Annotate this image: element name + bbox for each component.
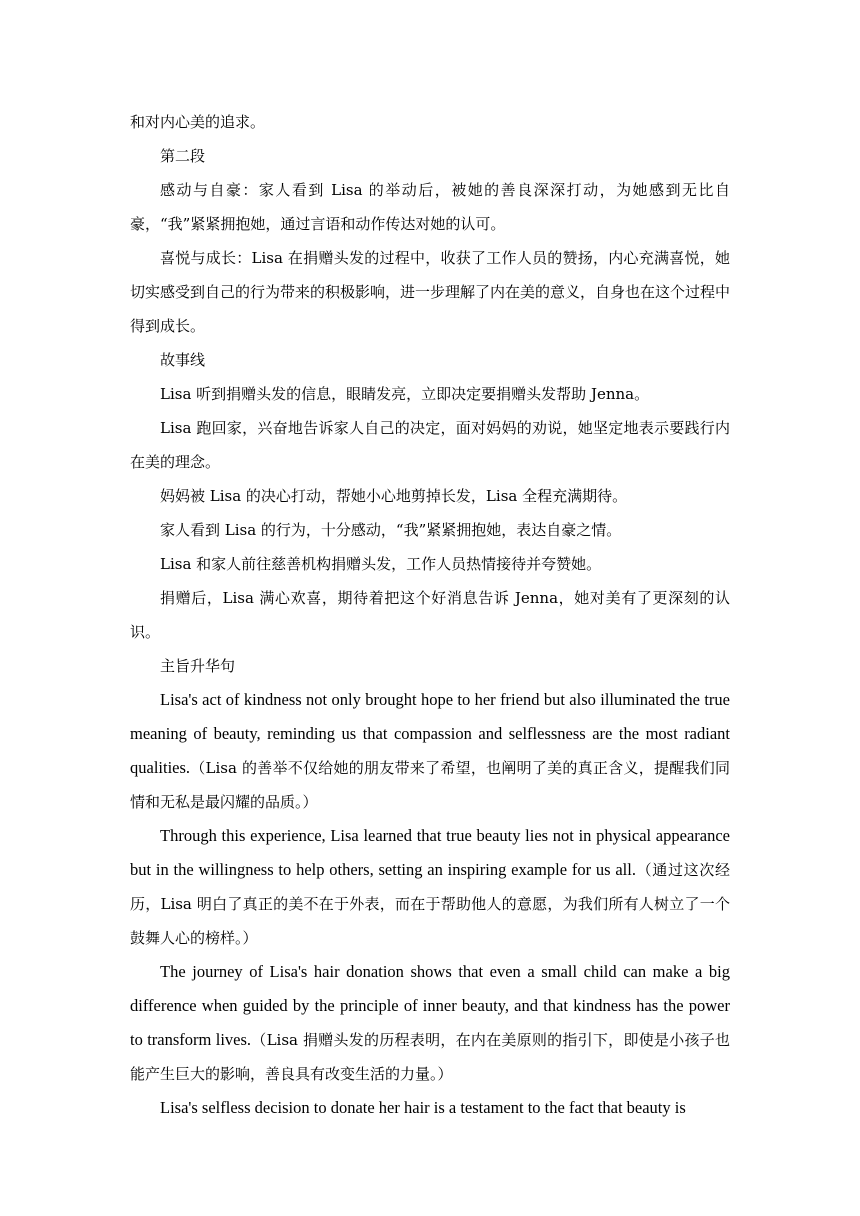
theme-sentence-chinese: （Lisa 的善举不仅给她的朋友带来了希望，也阐明了美的真正含义，提醒我们同情和无私是最闪耀的品质。） <box>130 759 730 811</box>
document-page <box>130 105 730 1125</box>
storyline-item: 妈妈被 Lisa 的决心打动，帮她小心地剪掉长发，Lisa 全程充满期待。 <box>160 487 628 505</box>
section-heading-theme-sentences: 主旨升华句 <box>160 657 236 675</box>
paragraph-continuation: 和对内心美的追求。 <box>130 113 266 131</box>
storyline-item: Lisa 跑回家，兴奋地告诉家人自己的决定，面对妈妈的劝说，她坚定地表示要践行内在美的理念。 <box>130 419 730 471</box>
paragraph-growth: 喜悦与成长：Lisa 在捐赠头发的过程中，收获了工作人员的赞扬，内心充满喜悦，她切实感受到自己的行为带来的积极影响，进一步理解了内在美的意义，自身也在这个过程中得到成长。 <box>130 249 731 335</box>
storyline-item: Lisa 和家人前往慈善机构捐赠头发，工作人员热情接待并夸赞她。 <box>160 555 602 573</box>
theme-sentence-english: Lisa's selfless decision to donate her hair is a testament to the fact that beauty is <box>160 1098 686 1117</box>
paragraph-pride: 感动与自豪：家人看到 Lisa 的举动后，被她的善良深深打动，为她感到无比自豪，“我”紧紧拥抱她，通过言语和动作传达对她的认可。 <box>130 181 730 233</box>
theme-sentence <box>130 955 730 1091</box>
storyline-item: 家人看到 Lisa 的行为，十分感动，“我”紧紧拥抱她，表达自豪之情。 <box>160 521 622 539</box>
theme-sentence-english: Lisa's act of kindness not only brought hope to her friend but also illuminated the true meaning of beauty, reminding us that compassion and selflessness are the most radiant qualities. <box>130 690 730 777</box>
theme-sentence-english: Through this experience, Lisa learned that true beauty lies not in physical appearance but in the willingness to help others, setting an inspiring example for us all. <box>130 826 730 879</box>
theme-sentence <box>130 1091 730 1125</box>
section-heading-storyline: 故事线 <box>160 351 206 369</box>
section-heading-second-paragraph: 第二段 <box>160 147 206 165</box>
theme-sentence-chinese: （通过这次经历，Lisa 明白了真正的美不在于外表，而在于帮助他人的意愿，为我们所有人树立了一个鼓舞人心的榜样。） <box>130 861 730 947</box>
storyline-item: 捐赠后，Lisa 满心欢喜，期待着把这个好消息告诉 Jenna，她对美有了更深刻的认识。 <box>130 589 730 641</box>
storyline-item: Lisa 听到捐赠头发的信息，眼睛发亮，立即决定要捐赠头发帮助 Jenna。 <box>160 385 650 403</box>
theme-sentence-english: The journey of Lisa's hair donation shows that even a small child can make a big difference when guided by the principle of inner beauty, and that kindness has the power to transform lives. <box>130 962 730 1049</box>
theme-sentence <box>130 683 730 819</box>
theme-sentence-chinese: （Lisa 捐赠头发的历程表明，在内在美原则的指引下，即使是小孩子也能产生巨大的影响，善良具有改变生活的力量。） <box>130 1031 730 1083</box>
theme-sentence <box>130 819 730 955</box>
